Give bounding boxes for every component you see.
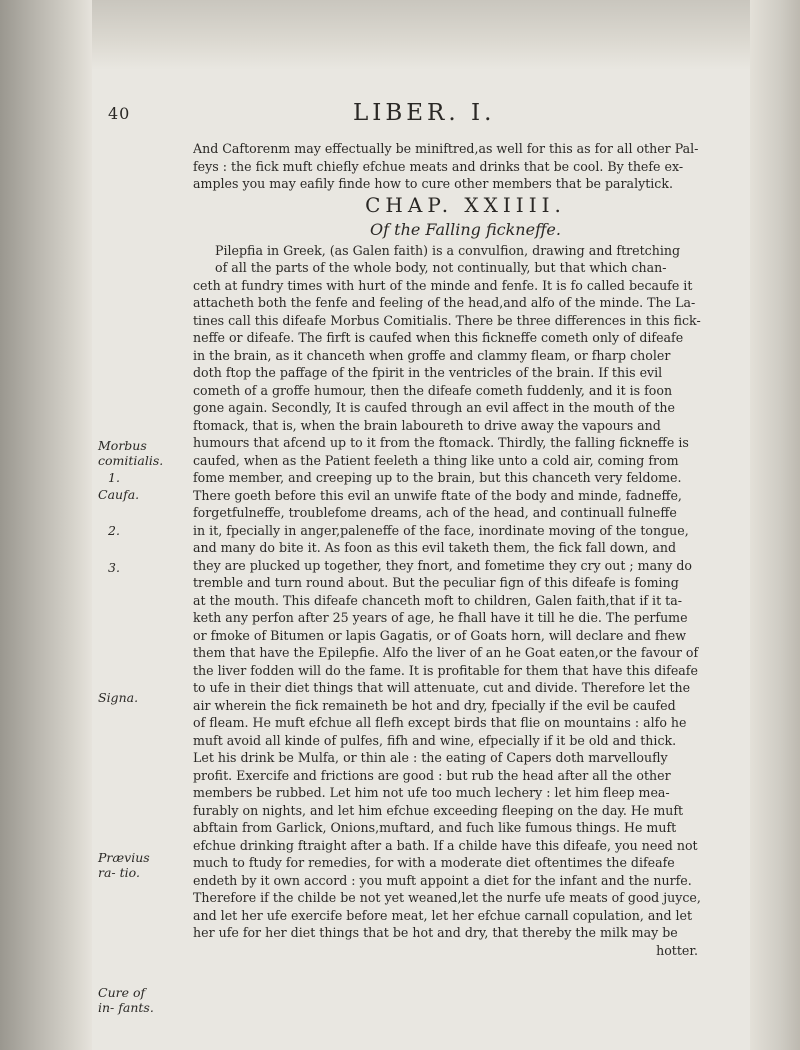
body-line: at the mouth. This difeafe chanceth moft to children, Galen faith,that if it ta- xyxy=(193,592,682,608)
margin-note-causa: Caufa. xyxy=(98,487,140,502)
body-line: her ufe for her diet things that be hot and dry, that thereby the milk may be xyxy=(193,925,678,940)
body-line: endeth by it own accord : you muft appoint a diet for the infant and the nurfe. xyxy=(193,872,692,888)
body-line: furably on nights, and let him efchue exceeding fleeping on the day. He muft xyxy=(193,802,684,818)
body-line: to ufe in their diet things that will attenuate, cut and divide. Therefore let the xyxy=(193,680,691,695)
text-block xyxy=(193,140,738,959)
chapter-title: Of the Falling fickneffe. xyxy=(370,219,561,239)
intro-line: And Caftorenm may effectually be miniftred,as well for this as for all other Pal- xyxy=(193,141,699,156)
body-line: Let his drink be Mulfa, or thin ale : the eating of Capers doth marvelloufly xyxy=(193,750,668,765)
intro-line: feys : the fick muft chiefly efchue meats and drinks that be cool. By thefe ex- xyxy=(193,158,684,174)
body-line: There goeth before this evil an unwife ftate of the body and minde, fadneffe, xyxy=(193,487,682,503)
body-line: abftain from Garlick, Onions,muftard, and fuch like fumous things. He muft xyxy=(193,820,677,835)
body-line: ceth at fundry times with hurt of the minde and fenfe. It is fo called becaufe it xyxy=(193,277,693,293)
body-line: tremble and turn round about. But the peculiar fign of this difeafe is foming xyxy=(193,575,679,590)
body-line: Therefore if the childe be not yet weaned,let the nurfe ufe meats of good juyce, xyxy=(193,890,701,905)
body-line: neffe or difeafe. The firft is caufed when this fickneffe cometh only of difeafe xyxy=(193,330,684,345)
body-line: air wherein the fick remaineth be hot and dry, fpecially if the evil be caufed xyxy=(193,697,676,713)
body-line: muft avoid all kinde of pulfes, fifh and wine, efpecially if it be old and thick. xyxy=(193,732,677,748)
book-page xyxy=(98,100,758,1015)
margin-note-morbus: Morbus comitialis. xyxy=(98,438,164,468)
body-line: humours that afcend up to it from the ftomack. Thirdly, the falling fickneffe is xyxy=(193,435,689,450)
body-line: of all the parts of the whole body, not continually, but that which chan- xyxy=(215,260,667,275)
body-line: ftomack, that is, when the brain laboureth to drive away the vapours and xyxy=(193,417,661,433)
body-line: efchue drinking ftraight after a bath. If a childe have this difeafe, you need not xyxy=(193,837,698,853)
body-line: of fleam. He muft efchue all flefh except birds that flie on mountains : alfo he xyxy=(193,715,687,730)
page-number: 40 xyxy=(108,104,131,123)
body-line: forgetfulneffe, troublefome dreams, ach of the head, and continuall fulneffe xyxy=(193,505,677,520)
margin-note-signa: Signa. xyxy=(98,690,139,705)
body-line: doth ftop the paffage of the fpirit in the ventricles of the brain. If this evil xyxy=(193,365,663,380)
body-line: tines call this difeafe Morbus Comitialis. There be three differences in this fick- xyxy=(193,312,701,328)
chapter-heading: CHAP. XXIIII. xyxy=(365,192,566,217)
body-line: fome member, and creeping up to the brain, but this chanceth very feldome. xyxy=(193,470,682,485)
margin-note-cure: Cure of in- fants. xyxy=(98,985,154,1015)
right-page-bleed xyxy=(750,0,800,1050)
body-line: keth any perfon after 25 years of age, he fhall have it till he die. The perfume xyxy=(193,610,688,625)
running-head: LIBER. I. xyxy=(353,100,496,126)
body-line: or fmoke of Bitumen or lapis Gagatis, or of Goats horn, will declare and fhew xyxy=(193,627,686,643)
body-line: in it, fpecially in anger,paleneffe of the face, inordinate moving of the tongue, xyxy=(193,522,689,538)
body-line: caufed, when as the Patient feeleth a thing like unto a cold air, coming from xyxy=(193,452,679,468)
margin-note-1: 1. xyxy=(108,470,120,485)
margin-note-previus: Prævius ra- tio. xyxy=(98,850,150,880)
body-line: them that have the Epilepfie. Alfo the liver of an he Goat eaten,or the favour of xyxy=(193,645,699,660)
body-line: attacheth both the fenfe and feeling of the head,and alfo of the minde. The La- xyxy=(193,295,696,310)
margin-note-2: 2. xyxy=(108,523,120,538)
body-line: in the brain, as it chanceth when groffe and clammy fleam, or fharp choler xyxy=(193,347,671,363)
body-line: profit. Exercife and frictions are good : but rub the head after all the other xyxy=(193,767,671,783)
body-line: members be rubbed. Let him not ufe too much lechery : let him fleep mea- xyxy=(193,785,670,800)
intro-line: amples you may eafily finde how to cure other members that be paralytick. xyxy=(193,176,673,191)
body-line: much to ftudy for remedies, for with a moderate diet oftentimes the difeafe xyxy=(193,855,675,870)
body-line: and many do bite it. As foon as this evil taketh them, the fick fall down, and xyxy=(193,540,677,555)
body-line: the liver fodden will do the fame. It is profitable for them that have this difeafe xyxy=(193,662,698,678)
body-line: and let her ufe exercife before meat, let her efchue carnall copulation, and let xyxy=(193,907,693,923)
page-top-shadow xyxy=(0,0,800,70)
body-line: Pilepfia in Greek, (as Galen faith) is a convulfion, drawing and ftretching xyxy=(215,242,681,258)
body-line: cometh of a groffe humour, then the difeafe cometh fuddenly, and it is foon xyxy=(193,382,673,398)
catchword: hotter. xyxy=(656,942,698,958)
left-page-edge xyxy=(0,0,92,1050)
body-line: gone again. Secondly, It is caufed through an evil affect in the mouth of the xyxy=(193,400,675,415)
margin-note-3: 3. xyxy=(108,560,120,575)
body-line: they are plucked up together, they fnort, and fometime they cry out ; many do xyxy=(193,557,692,573)
page-header xyxy=(98,100,758,134)
